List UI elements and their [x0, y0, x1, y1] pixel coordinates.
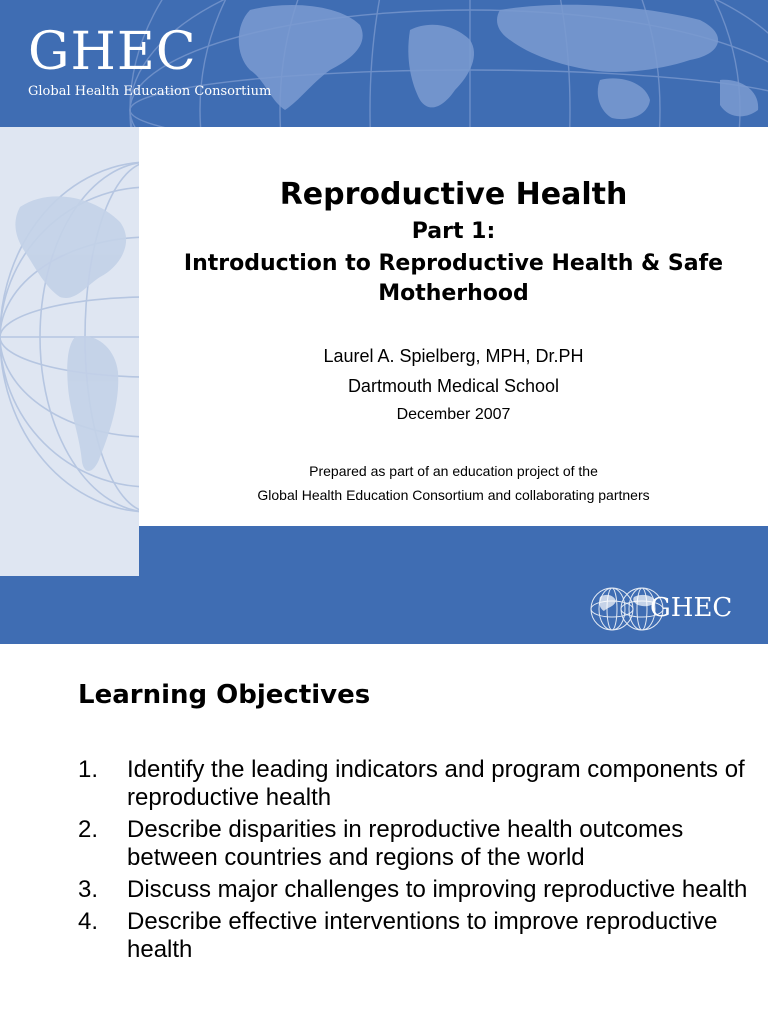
institution-name: Dartmouth Medical School: [347, 376, 560, 396]
brand-logo: [28, 22, 271, 99]
slide-title: Reproductive Health: [279, 177, 628, 212]
item-number: 4.: [78, 908, 99, 935]
objectives-slide: [0, 644, 768, 1024]
slide-subtitle: Introduction to Reproductive Health & Safe Motherhood: [183, 251, 724, 306]
item-text: Describe disparities in reproductive health outcomes between countries and regions of the world: [127, 816, 684, 871]
presentation-date: December 2007: [396, 406, 511, 423]
header-band: [0, 0, 768, 127]
list-item: [78, 908, 768, 964]
part-label: Part 1:: [411, 219, 496, 244]
item-number: 3.: [78, 876, 99, 903]
item-text: Identify the leading indicators and program components of reproductive health: [127, 756, 745, 811]
author-name: Laurel A. Spielberg, MPH, Dr.PH: [323, 346, 584, 366]
brand-subtitle: Global Health Education Consortium: [28, 84, 272, 99]
prepared-note-line-2: Global Health Education Consortium and collaborating partners: [257, 487, 650, 503]
footer-logo-text: GHEC: [650, 593, 733, 623]
side-panel: [0, 127, 139, 576]
item-text: Describe effective interventions to improve reproductive health: [127, 908, 718, 963]
objectives-list: [78, 756, 768, 968]
list-item: [78, 816, 768, 872]
brand-title: GHEC: [28, 22, 197, 82]
item-number: 1.: [78, 756, 99, 783]
list-item: [78, 876, 768, 904]
list-item: [78, 756, 768, 812]
prepared-note-line-1: Prepared as part of an education project of the: [309, 463, 598, 479]
globe-grid-icon: [0, 127, 139, 576]
item-number: 2.: [78, 816, 99, 843]
objectives-title: Learning Objectives: [78, 680, 371, 710]
item-text: Discuss major challenges to improving reproductive health: [127, 876, 748, 903]
cover-content: [139, 127, 768, 526]
